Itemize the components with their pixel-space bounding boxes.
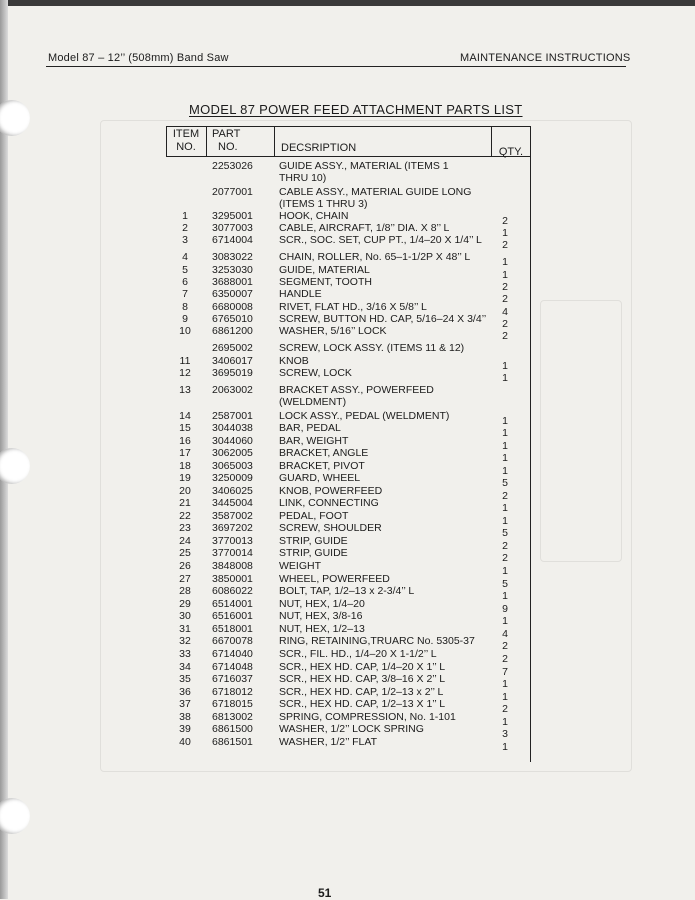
item-no-cell: 4 — [182, 251, 188, 263]
description-cell: WHEEL, POWERFEED — [279, 573, 390, 585]
part-no-cell: 3044038 — [212, 422, 253, 434]
table-row — [166, 325, 530, 342]
header-section: MAINTENANCE INSTRUCTIONS — [460, 52, 631, 64]
qty-cell: 1 — [502, 691, 508, 703]
binder-hole — [0, 798, 30, 834]
qty-cell: 4 — [502, 628, 508, 640]
page-title: MODEL 87 POWER FEED ATTACHMENT PARTS LIST — [189, 102, 523, 117]
part-no-cell: 3406017 — [212, 355, 253, 367]
qty-cell: 1 — [502, 515, 508, 527]
part-no-cell: 3083022 — [212, 251, 253, 263]
description-cell: CHAIN, ROLLER, No. 65–1-1/2P X 48’’ L — [279, 251, 471, 263]
part-no-cell: 6714040 — [212, 648, 253, 660]
item-no-cell: 31 — [179, 623, 191, 635]
qty-cell: 7 — [502, 666, 508, 678]
part-no-cell: 3697202 — [212, 522, 253, 534]
table-row — [166, 222, 530, 239]
description-cell: NUT, HEX, 3/8-16 — [279, 610, 363, 622]
item-no-cell: 27 — [179, 573, 191, 585]
qty-cell: 2 — [502, 703, 508, 715]
part-no-cell: 2063002 — [212, 384, 253, 396]
item-no-cell: 17 — [179, 447, 191, 459]
table-row — [166, 301, 530, 318]
column-divider — [491, 126, 492, 156]
item-no-cell: 18 — [179, 460, 191, 472]
qty-cell: 2 — [502, 239, 508, 251]
qty-cell: 1 — [502, 716, 508, 728]
part-no-cell: 6516001 — [212, 610, 253, 622]
header-model: Model 87 – 12’’ (508mm) Band Saw — [48, 52, 229, 64]
table-row — [166, 422, 530, 439]
qty-cell: 2 — [502, 215, 508, 227]
description-cell: SCR., HEX HD. CAP, 1/2–13 X 1’’ L — [279, 698, 446, 710]
qty-cell: 2 — [502, 552, 508, 564]
item-no-cell: 26 — [179, 560, 191, 572]
part-no-cell: 3770013 — [212, 535, 253, 547]
description-cell: WASHER, 1/2’’ FLAT — [279, 736, 378, 748]
description-cell: BRACKET ASSY., POWERFEED — [279, 384, 434, 396]
item-no-cell: 12 — [179, 367, 191, 379]
description-cell: STRIP, GUIDE — [279, 547, 348, 559]
col-header-part: PART NO. — [212, 128, 241, 153]
item-no-cell: 34 — [179, 661, 191, 673]
column-divider — [274, 126, 275, 156]
part-no-cell: 3688001 — [212, 276, 253, 288]
qty-cell: 2 — [502, 330, 508, 342]
table-row — [166, 410, 530, 427]
description-cell: BRACKET, ANGLE — [279, 447, 369, 459]
table-row — [166, 264, 530, 281]
part-no-cell: 6714048 — [212, 661, 253, 673]
description-cell: LINK, CONNECTING — [279, 497, 379, 509]
item-no-cell: 13 — [179, 384, 191, 396]
description-cell: HANDLE — [279, 288, 322, 300]
part-no-cell: 6765010 — [212, 313, 253, 325]
item-no-cell: 3 — [182, 234, 188, 246]
item-no-cell: 22 — [179, 510, 191, 522]
qty-cell: 2 — [502, 490, 508, 502]
item-no-cell: 24 — [179, 535, 191, 547]
qty-cell: 9 — [502, 603, 508, 615]
part-no-cell: 6716037 — [212, 673, 253, 685]
item-no-cell: 32 — [179, 635, 191, 647]
item-no-cell: 21 — [179, 497, 191, 509]
part-no-cell: 3445004 — [212, 497, 253, 509]
description-cell-continued: THRU 10) — [279, 172, 327, 184]
table-row — [166, 686, 530, 703]
binder-hole — [0, 448, 30, 484]
bleed-through-figure — [540, 300, 622, 562]
item-no-cell: 40 — [179, 736, 191, 748]
table-header-rule — [166, 156, 530, 157]
table-row — [166, 547, 530, 564]
item-no-cell: 6 — [182, 276, 188, 288]
table-row — [166, 510, 530, 527]
table-row — [166, 598, 530, 615]
table-row — [166, 673, 530, 690]
item-no-cell: 28 — [179, 585, 191, 597]
description-cell: PEDAL, FOOT — [279, 510, 349, 522]
table-row — [166, 435, 530, 452]
table-row — [166, 460, 530, 477]
description-cell: WEIGHT — [279, 560, 321, 572]
table-row — [166, 573, 530, 590]
item-no-cell: 19 — [179, 472, 191, 484]
qty-cell: 4 — [502, 306, 508, 318]
qty-cell: 5 — [502, 527, 508, 539]
table-top-rule — [166, 126, 530, 127]
qty-cell: 1 — [502, 227, 508, 239]
item-no-cell: 9 — [182, 313, 188, 325]
qty-cell: 1 — [502, 590, 508, 602]
table-row — [166, 251, 530, 268]
qty-cell: 1 — [502, 465, 508, 477]
item-no-cell: 8 — [182, 301, 188, 313]
part-no-cell: 3295001 — [212, 210, 253, 222]
description-cell: GUIDE ASSY., MATERIAL (ITEMS 1 — [279, 160, 449, 172]
qty-cell: 1 — [502, 741, 508, 753]
part-no-cell: 2587001 — [212, 410, 253, 422]
qty-cell: 1 — [502, 502, 508, 514]
item-no-cell: 33 — [179, 648, 191, 660]
description-cell: BRACKET, PIVOT — [279, 460, 365, 472]
part-no-cell: 3253030 — [212, 264, 253, 276]
qty-cell: 2 — [502, 318, 508, 330]
description-cell: SCREW, LOCK — [279, 367, 352, 379]
part-no-cell: 3587002 — [212, 510, 253, 522]
table-row — [166, 234, 530, 251]
qty-cell: 5 — [502, 578, 508, 590]
table-row — [166, 367, 530, 384]
description-cell: SCREW, BUTTON HD. CAP, 5/16–24 X 3/4’’ — [279, 313, 487, 325]
part-no-cell: 6813002 — [212, 711, 253, 723]
description-cell: BOLT, TAP, 1/2–13 x 2-3/4’’ L — [279, 585, 415, 597]
table-row — [166, 186, 530, 210]
qty-cell: 1 — [502, 440, 508, 452]
item-no-cell: 7 — [182, 288, 188, 300]
table-border — [530, 126, 531, 762]
description-cell-continued: (ITEMS 1 THRU 3) — [279, 198, 368, 210]
part-no-cell: 2253026 — [212, 160, 253, 172]
column-divider — [206, 126, 207, 156]
item-no-cell: 36 — [179, 686, 191, 698]
qty-cell: 1 — [502, 269, 508, 281]
description-cell: SCR., HEX HD. CAP, 1/2–13 x 2’’ L — [279, 686, 444, 698]
table-row — [166, 736, 530, 753]
part-no-cell: 2077001 — [212, 186, 253, 198]
qty-cell: 1 — [502, 678, 508, 690]
description-cell: SEGMENT, TOOTH — [279, 276, 372, 288]
part-no-cell: 6718015 — [212, 698, 253, 710]
qty-cell: 1 — [502, 360, 508, 372]
description-cell: WASHER, 1/2’’ LOCK SPRING — [279, 723, 424, 735]
qty-cell: 1 — [502, 427, 508, 439]
table-row — [166, 711, 530, 728]
item-no-cell: 20 — [179, 485, 191, 497]
table-row — [166, 723, 530, 740]
item-no-cell: 23 — [179, 522, 191, 534]
col-header-qty: QTY. — [498, 146, 524, 158]
part-no-cell: 6861500 — [212, 723, 253, 735]
description-cell: SCR., HEX HD. CAP, 3/8–16 X 2’’ L — [279, 673, 446, 685]
description-cell: RIVET, FLAT HD., 3/16 X 5/8’’ L — [279, 301, 427, 313]
part-no-cell: 6861200 — [212, 325, 253, 337]
description-cell: STRIP, GUIDE — [279, 535, 348, 547]
table-row — [166, 447, 530, 464]
table-row — [166, 585, 530, 602]
qty-cell: 2 — [502, 540, 508, 552]
qty-cell: 1 — [502, 256, 508, 268]
item-no-cell: 29 — [179, 598, 191, 610]
item-no-cell: 25 — [179, 547, 191, 559]
description-cell: SCR., FIL. HD., 1/4–20 X 1-1/2’’ L — [279, 648, 437, 660]
item-no-cell: 37 — [179, 698, 191, 710]
part-no-cell: 3044060 — [212, 435, 253, 447]
description-cell: KNOB — [279, 355, 309, 367]
table-row — [166, 497, 530, 514]
item-no-cell: 38 — [179, 711, 191, 723]
table-row — [166, 623, 530, 640]
table-row — [166, 698, 530, 715]
part-no-cell: 3695019 — [212, 367, 253, 379]
description-cell: WASHER, 5/16’’ LOCK — [279, 325, 387, 337]
table-row — [166, 485, 530, 502]
col-header-description: DECSRIPTION — [281, 142, 357, 154]
part-no-cell: 6086022 — [212, 585, 253, 597]
item-no-cell: 1 — [182, 210, 188, 222]
description-cell: SPRING, COMPRESSION, No. 1-101 — [279, 711, 456, 723]
description-cell: SCREW, SHOULDER — [279, 522, 382, 534]
item-no-cell: 2 — [182, 222, 188, 234]
table-row — [166, 560, 530, 577]
qty-cell: 2 — [502, 653, 508, 665]
page-number: 51 — [318, 886, 332, 900]
part-no-cell: 3770014 — [212, 547, 253, 559]
description-cell: LOCK ASSY., PEDAL (WELDMENT) — [279, 410, 450, 422]
description-cell: GUARD, WHEEL — [279, 472, 361, 484]
qty-cell: 2 — [502, 293, 508, 305]
description-cell: RING, RETAINING,TRUARC No. 5305-37 — [279, 635, 475, 647]
qty-cell: 1 — [502, 452, 508, 464]
table-row — [166, 160, 530, 184]
description-cell: HOOK, CHAIN — [279, 210, 349, 222]
description-cell: KNOB, POWERFEED — [279, 485, 383, 497]
part-no-cell: 3850001 — [212, 573, 253, 585]
description-cell: NUT, HEX, 1/4–20 — [279, 598, 365, 610]
qty-cell: 3 — [502, 728, 508, 740]
qty-cell: 1 — [502, 372, 508, 384]
part-no-cell: 6670078 — [212, 635, 253, 647]
description-cell: GUIDE, MATERIAL — [279, 264, 370, 276]
item-no-cell: 5 — [182, 264, 188, 276]
part-no-cell: 6518001 — [212, 623, 253, 635]
table-row — [166, 210, 530, 227]
description-cell: SCR., HEX HD. CAP, 1/4–20 X 1’’ L — [279, 661, 446, 673]
part-no-cell: 3077003 — [212, 222, 253, 234]
table-row — [166, 313, 530, 330]
parts-table — [166, 126, 530, 762]
description-cell: BAR, WEIGHT — [279, 435, 349, 447]
item-no-cell: 10 — [179, 325, 191, 337]
part-no-cell: 6680008 — [212, 301, 253, 313]
item-no-cell: 35 — [179, 673, 191, 685]
table-row — [166, 288, 530, 305]
table-row — [166, 522, 530, 539]
table-row — [166, 648, 530, 665]
col-header-item: ITEM NO. — [172, 128, 200, 153]
table-row — [166, 635, 530, 652]
item-no-cell: 15 — [179, 422, 191, 434]
description-cell-continued: (WELDMENT) — [279, 396, 347, 408]
qty-cell: 1 — [502, 615, 508, 627]
table-row — [166, 472, 530, 489]
qty-cell: 2 — [502, 281, 508, 293]
description-cell: SCREW, LOCK ASSY. (ITEMS 11 & 12) — [279, 342, 465, 354]
description-cell: BAR, PEDAL — [279, 422, 341, 434]
item-no-cell: 14 — [179, 410, 191, 422]
part-no-cell: 2695002 — [212, 342, 253, 354]
header-rule — [46, 66, 626, 67]
table-row — [166, 342, 530, 354]
description-cell: SCR., SOC. SET, CUP PT., 1/4–20 X 1/4’’ L — [279, 234, 482, 246]
description-cell: CABLE ASSY., MATERIAL GUIDE LONG — [279, 186, 472, 198]
description-cell: CABLE, AIRCRAFT, 1/8’’ DIA. X 8’’ L — [279, 222, 450, 234]
scan-top-band — [0, 0, 695, 6]
binder-hole — [0, 100, 30, 136]
qty-cell: 2 — [502, 640, 508, 652]
part-no-cell: 6514001 — [212, 598, 253, 610]
part-no-cell: 3250009 — [212, 472, 253, 484]
table-row — [166, 610, 530, 627]
part-no-cell: 3065003 — [212, 460, 253, 472]
part-no-cell: 6350007 — [212, 288, 253, 300]
item-no-cell: 39 — [179, 723, 191, 735]
part-no-cell: 6861501 — [212, 736, 253, 748]
part-no-cell: 6718012 — [212, 686, 253, 698]
qty-cell: 1 — [502, 415, 508, 427]
table-row — [166, 276, 530, 293]
item-no-cell: 16 — [179, 435, 191, 447]
description-cell: NUT, HEX, 1/2–13 — [279, 623, 365, 635]
part-no-cell: 6714004 — [212, 234, 253, 246]
item-no-cell: 11 — [179, 355, 191, 367]
qty-cell: 1 — [502, 565, 508, 577]
part-no-cell: 3848008 — [212, 560, 253, 572]
part-no-cell: 3406025 — [212, 485, 253, 497]
item-no-cell: 30 — [179, 610, 191, 622]
table-row — [166, 355, 530, 372]
qty-cell: 5 — [502, 477, 508, 489]
table-row — [166, 384, 530, 408]
part-no-cell: 3062005 — [212, 447, 253, 459]
table-row — [166, 661, 530, 678]
table-row — [166, 535, 530, 552]
